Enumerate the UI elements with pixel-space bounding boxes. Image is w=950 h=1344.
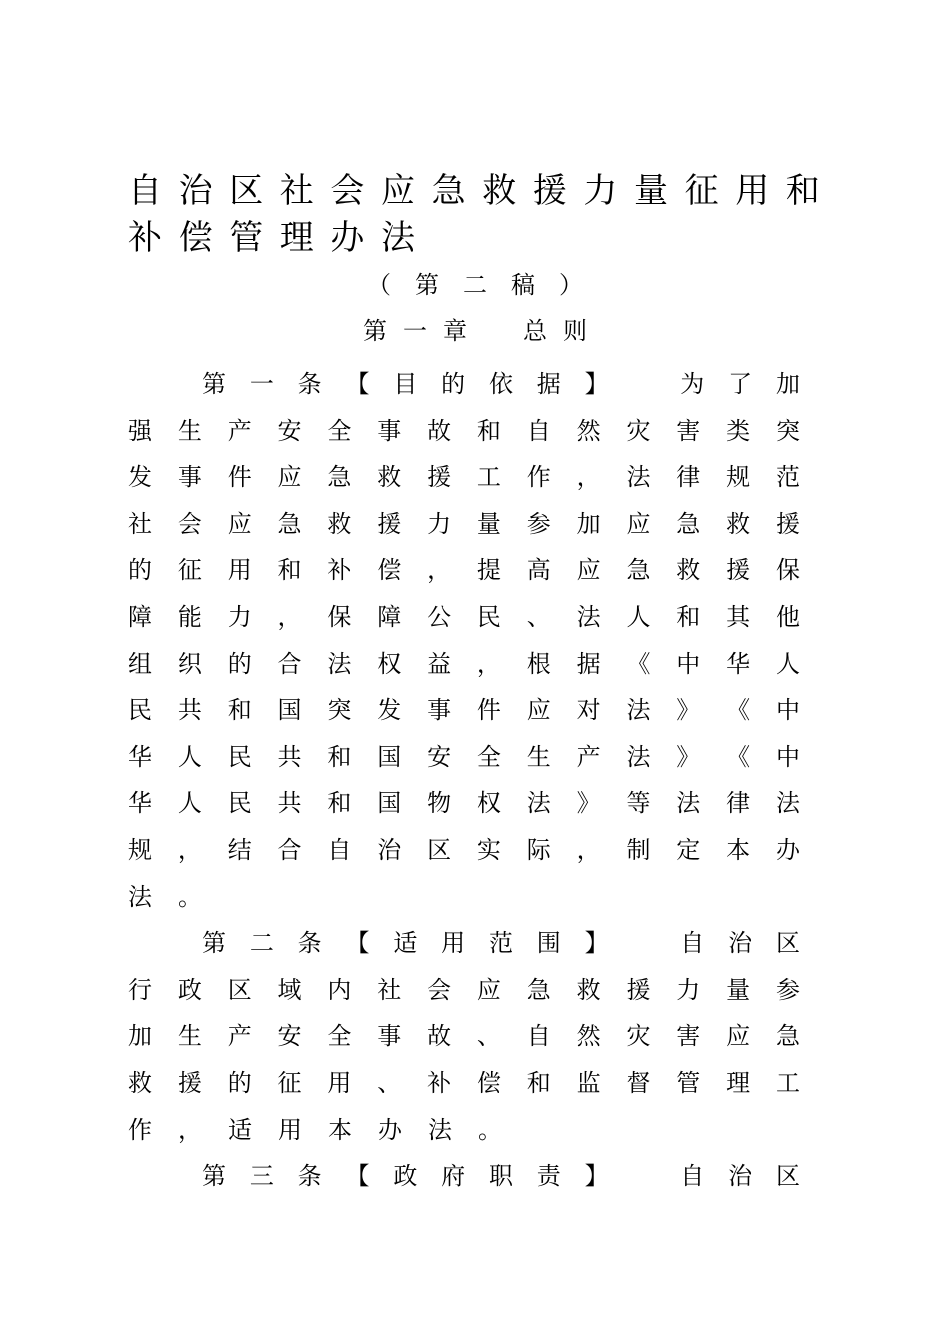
- glyph: 的: [227, 1068, 252, 1097]
- glyph: 量: [476, 509, 501, 538]
- glyph: 监: [576, 1068, 601, 1097]
- glyph: 的: [441, 370, 466, 398]
- glyph: 急: [626, 556, 651, 585]
- glyph: 对: [576, 696, 601, 725]
- glyph: 共: [277, 789, 302, 818]
- glyph: 】: [584, 370, 609, 398]
- glyph: 等: [626, 789, 651, 818]
- article-2-line-3: [128, 1013, 800, 1060]
- glyph: 围: [536, 929, 561, 958]
- glyph: 第: [202, 929, 226, 958]
- glyph: 力: [427, 509, 452, 538]
- glyph: 其: [726, 602, 751, 631]
- article-2-line-2: [128, 967, 800, 1014]
- glyph: 生: [526, 742, 551, 771]
- glyph: 范: [775, 463, 800, 492]
- glyph: 援: [726, 556, 751, 585]
- glyph: 依: [488, 370, 513, 398]
- glyph: 援: [177, 1068, 202, 1097]
- glyph: 发: [377, 696, 402, 725]
- article-1-line-11: [128, 827, 800, 874]
- glyph: 共: [277, 742, 302, 771]
- glyph: 障: [377, 602, 402, 631]
- glyph: 法: [775, 789, 800, 818]
- glyph: [632, 1153, 656, 1200]
- glyph: 保: [775, 556, 800, 585]
- glyph: 故: [427, 1022, 452, 1051]
- glyph: 律: [726, 789, 751, 818]
- glyph: [632, 920, 656, 967]
- glyph: 、: [377, 1068, 402, 1097]
- glyph: 高: [526, 556, 551, 585]
- glyph: 全: [327, 416, 352, 445]
- glyph: 第: [202, 370, 226, 398]
- glyph: 政: [177, 975, 202, 1004]
- article-1-line-10: [128, 780, 800, 827]
- glyph: 二: [249, 929, 274, 958]
- glyph: 民: [476, 602, 501, 631]
- glyph: 国: [277, 696, 302, 725]
- glyph: 灾: [626, 1022, 651, 1051]
- glyph: 织: [177, 649, 202, 678]
- glyph: 定: [676, 835, 701, 864]
- glyph: 急: [277, 509, 302, 538]
- glyph: 华: [128, 742, 152, 771]
- glyph: 民: [227, 789, 252, 818]
- glyph: 中: [775, 696, 800, 725]
- glyph: 援: [377, 509, 402, 538]
- glyph: 人: [177, 789, 202, 818]
- glyph: 用: [227, 556, 252, 585]
- glyph: 安: [277, 416, 302, 445]
- glyph: 中: [775, 742, 800, 771]
- glyph: 条: [297, 929, 322, 958]
- glyph: 自: [526, 1022, 551, 1051]
- glyph: 》: [576, 789, 601, 818]
- article-3-line-1: [128, 1153, 800, 1200]
- glyph: 】: [584, 929, 609, 958]
- article-1-line-3: [128, 454, 800, 501]
- glyph: 产: [227, 1022, 252, 1051]
- glyph: 督: [626, 1068, 651, 1097]
- glyph: 物: [427, 789, 452, 818]
- article-1-line-5: [128, 547, 800, 594]
- glyph: 急: [526, 975, 551, 1004]
- glyph: 安: [427, 742, 452, 771]
- glyph: 产: [227, 416, 252, 445]
- glyph: 府: [441, 1162, 466, 1191]
- glyph: 事: [427, 696, 452, 725]
- glyph: 第: [202, 1162, 226, 1191]
- article-1-line-6: [128, 594, 800, 641]
- glyph: 法: [626, 463, 651, 492]
- glyph: 补: [327, 556, 352, 585]
- glyph: 域: [277, 975, 302, 1004]
- glyph: 和: [476, 416, 501, 445]
- article-1-line-12: 法。: [128, 882, 228, 911]
- glyph: 类: [726, 416, 751, 445]
- glyph: 规: [726, 463, 751, 492]
- glyph: 》: [676, 742, 701, 771]
- draft-note: （第二稿）: [367, 271, 607, 299]
- glyph: 事: [377, 416, 402, 445]
- glyph: 障: [128, 602, 152, 631]
- glyph: 救: [726, 509, 751, 538]
- glyph: 和: [327, 789, 352, 818]
- glyph: 发: [128, 463, 152, 492]
- glyph: 办: [775, 835, 800, 864]
- article-1-line-4: [128, 501, 800, 548]
- glyph: 为: [680, 370, 705, 398]
- glyph: 区: [775, 1162, 800, 1191]
- glyph: 职: [488, 1162, 513, 1191]
- glyph: 援: [427, 463, 452, 492]
- glyph: 参: [775, 975, 800, 1004]
- glyph: 自: [327, 835, 352, 864]
- glyph: 提: [476, 556, 501, 585]
- glyph: 偿: [476, 1068, 501, 1097]
- glyph: 补: [427, 1068, 452, 1097]
- chapter-heading: 第一章 总则: [363, 317, 603, 345]
- glyph: 作: [526, 463, 551, 492]
- glyph: 用: [327, 1068, 352, 1097]
- glyph: 灾: [626, 416, 651, 445]
- glyph: 范: [488, 929, 513, 958]
- glyph: 应: [277, 463, 302, 492]
- glyph: 国: [377, 742, 402, 771]
- article-2-line-4: [128, 1060, 800, 1107]
- glyph: 和: [676, 602, 701, 631]
- glyph: 应: [726, 1022, 751, 1051]
- glyph: 区: [427, 835, 452, 864]
- glyph: 、: [526, 602, 551, 631]
- glyph: 应: [576, 556, 601, 585]
- glyph: 偿: [377, 556, 402, 585]
- glyph: 援: [775, 509, 800, 538]
- glyph: 征: [277, 1068, 302, 1097]
- glyph: 目: [393, 370, 418, 398]
- glyph: 急: [676, 509, 701, 538]
- glyph: 适: [393, 929, 418, 958]
- glyph: 产: [576, 742, 601, 771]
- glyph: 合: [277, 835, 302, 864]
- glyph: 理: [726, 1068, 751, 1097]
- glyph: 量: [726, 975, 751, 1004]
- glyph: 人: [775, 649, 800, 678]
- article-2-line-5: 作，适用本办法。: [128, 1115, 528, 1144]
- glyph: 件: [476, 696, 501, 725]
- glyph: 实: [476, 835, 501, 864]
- glyph: 力: [676, 975, 701, 1004]
- glyph: 和: [227, 696, 252, 725]
- glyph: 条: [297, 370, 322, 398]
- glyph: 法: [526, 789, 551, 818]
- glyph: 【: [345, 929, 370, 958]
- glyph: 区: [227, 975, 252, 1004]
- glyph: 华: [726, 649, 751, 678]
- glyph: 救: [377, 463, 402, 492]
- glyph: 他: [775, 602, 800, 631]
- glyph: 国: [377, 789, 402, 818]
- glyph: 制: [626, 835, 651, 864]
- glyph: ，: [476, 649, 501, 678]
- glyph: 自: [526, 416, 551, 445]
- glyph: 合: [277, 649, 302, 678]
- glyph: 救: [128, 1068, 152, 1097]
- glyph: 征: [177, 556, 202, 585]
- glyph: 民: [128, 696, 152, 725]
- glyph: 华: [128, 789, 152, 818]
- glyph: 民: [227, 742, 252, 771]
- article-1-line-1: [128, 361, 800, 408]
- glyph: 急: [775, 1022, 800, 1051]
- article-1-line-9: [128, 734, 800, 781]
- glyph: 工: [775, 1068, 800, 1097]
- glyph: 力: [227, 602, 252, 631]
- glyph: 【: [345, 370, 370, 398]
- glyph: 区: [775, 929, 800, 958]
- glyph: 《: [726, 742, 751, 771]
- glyph: 责: [536, 1162, 561, 1191]
- glyph: 应: [526, 696, 551, 725]
- glyph: 三: [249, 1162, 274, 1191]
- glyph: 人: [626, 602, 651, 631]
- glyph: ，: [177, 835, 202, 864]
- glyph: ，: [427, 556, 452, 585]
- glyph: 法: [576, 602, 601, 631]
- glyph: 应: [626, 509, 651, 538]
- glyph: 》: [676, 696, 701, 725]
- document-title-line-1: 自治区社会应急救援力量征用和: [128, 171, 837, 211]
- glyph: 强: [128, 416, 152, 445]
- glyph: 会: [427, 975, 452, 1004]
- glyph: 加: [775, 370, 800, 398]
- glyph: 应: [227, 509, 252, 538]
- glyph: 根: [526, 649, 551, 678]
- glyph: 救: [327, 509, 352, 538]
- glyph: 】: [584, 1162, 609, 1191]
- glyph: [632, 361, 656, 408]
- glyph: 工: [476, 463, 501, 492]
- glyph: 救: [576, 975, 601, 1004]
- glyph: 害: [676, 416, 701, 445]
- glyph: 本: [726, 835, 751, 864]
- glyph: 用: [441, 929, 466, 958]
- glyph: 和: [277, 556, 302, 585]
- glyph: 参: [526, 509, 551, 538]
- glyph: 生: [177, 416, 202, 445]
- glyph: 事: [177, 463, 202, 492]
- glyph: 加: [576, 509, 601, 538]
- glyph: 社: [377, 975, 402, 1004]
- glyph: 政: [393, 1162, 418, 1191]
- document-title-line-2: 补偿管理办法: [128, 218, 432, 258]
- glyph: 据: [536, 370, 561, 398]
- glyph: 事: [377, 1022, 402, 1051]
- glyph: 保: [327, 602, 352, 631]
- glyph: 和: [327, 742, 352, 771]
- glyph: 人: [177, 742, 202, 771]
- glyph: 治: [728, 929, 753, 958]
- glyph: 突: [775, 416, 800, 445]
- glyph: 律: [676, 463, 701, 492]
- glyph: 突: [327, 696, 352, 725]
- glyph: 治: [377, 835, 402, 864]
- glyph: 【: [345, 1162, 370, 1191]
- glyph: 法: [626, 696, 651, 725]
- glyph: 的: [227, 649, 252, 678]
- glyph: 结: [227, 835, 252, 864]
- glyph: 安: [277, 1022, 302, 1051]
- glyph: 然: [576, 1022, 601, 1051]
- glyph: 全: [476, 742, 501, 771]
- article-1-line-7: [128, 641, 800, 688]
- glyph: 公: [427, 602, 452, 631]
- glyph: 自: [680, 1162, 705, 1191]
- glyph: 的: [128, 556, 152, 585]
- glyph: 法: [327, 649, 352, 678]
- glyph: 共: [177, 696, 202, 725]
- glyph: 全: [327, 1022, 352, 1051]
- glyph: 会: [177, 509, 202, 538]
- glyph: 和: [526, 1068, 551, 1097]
- glyph: 自: [680, 929, 705, 958]
- glyph: 内: [327, 975, 352, 1004]
- glyph: 害: [676, 1022, 701, 1051]
- glyph: 条: [297, 1162, 322, 1191]
- glyph: 际: [526, 835, 551, 864]
- glyph: ，: [576, 835, 601, 864]
- glyph: 行: [128, 975, 152, 1004]
- glyph: 然: [576, 416, 601, 445]
- body-text: [128, 361, 800, 1200]
- glyph: 故: [427, 416, 452, 445]
- glyph: 能: [177, 602, 202, 631]
- glyph: 《: [726, 696, 751, 725]
- glyph: 据: [576, 649, 601, 678]
- glyph: 应: [476, 975, 501, 1004]
- glyph: 法: [626, 742, 651, 771]
- glyph: ，: [277, 602, 302, 631]
- glyph: 《: [626, 649, 651, 678]
- glyph: 、: [476, 1022, 501, 1051]
- glyph: 加: [128, 1022, 152, 1051]
- glyph: 治: [728, 1162, 753, 1191]
- article-2-line-1: [128, 920, 800, 967]
- glyph: 组: [128, 649, 152, 678]
- glyph: 规: [128, 835, 152, 864]
- article-1-line-8: [128, 687, 800, 734]
- glyph: 援: [626, 975, 651, 1004]
- glyph: 权: [377, 649, 402, 678]
- glyph: 了: [728, 370, 753, 398]
- glyph: 权: [476, 789, 501, 818]
- glyph: 益: [427, 649, 452, 678]
- glyph: 管: [676, 1068, 701, 1097]
- glyph: 急: [327, 463, 352, 492]
- article-1-line-2: [128, 408, 800, 455]
- glyph: 生: [177, 1022, 202, 1051]
- glyph: 社: [128, 509, 152, 538]
- glyph: 件: [227, 463, 252, 492]
- glyph: 中: [676, 649, 701, 678]
- glyph: 法: [676, 789, 701, 818]
- glyph: 救: [676, 556, 701, 585]
- glyph: 一: [249, 370, 274, 398]
- glyph: ，: [576, 463, 601, 492]
